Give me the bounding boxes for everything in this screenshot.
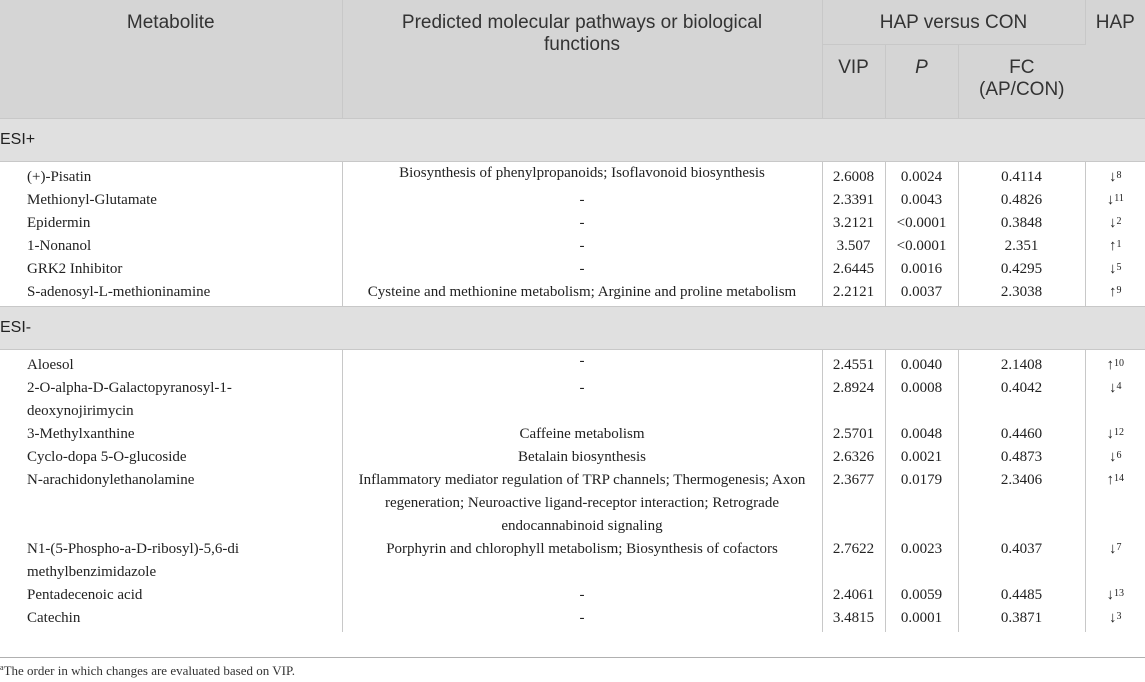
arrow-down-icon: ↓ [1109,379,1117,396]
pathway-cell: - [342,212,822,235]
header-vip: VIP [822,44,885,118]
header-p: P [885,44,958,118]
rank-superscript: 11 [1114,192,1124,204]
table-row [0,607,1145,632]
pathway-cell: - [342,377,822,423]
header-metabolite: Metabolite [0,0,342,118]
arrow-up-icon: ↑ [1106,356,1115,373]
metabolite-cell: 2-O-alpha-D-Galactopyranosyl-1-deoxynojirimycin [0,377,342,423]
pathway-cell: - [342,235,822,258]
arrow-down-icon: ↓ [1106,425,1115,442]
hap-cell [1085,235,1145,258]
table-header [0,0,1145,118]
fc-cell: 2.351 [958,235,1085,258]
header-fc: FC (AP/CON) [958,44,1085,118]
p-value-cell: 0.0043 [885,189,958,212]
vip-cell: 2.5701 [822,423,885,446]
metabolite-cell: N1-(5-Phospho-a-D-ribosyl)-5,6-di methylbenzimidazole [0,538,342,584]
table-bottom-rule [0,657,1145,658]
hap-cell [1085,584,1145,607]
pathway-cell: Inflammatory mediator regulation of TRP channels; Thermogenesis; Axon regeneration; Neuroactive ligand-receptor interaction; Retrograde endocannabinoid signaling [342,469,822,538]
pathway-cell: Betalain biosynthesis [342,446,822,469]
footnote-mark: a [0,663,4,672]
metabolite-cell: 1-Nonanol [0,235,342,258]
table-body [0,118,1145,632]
p-value-cell: 0.0048 [885,423,958,446]
p-value-cell: 0.0024 [885,161,958,189]
fc-cell: 0.4460 [958,423,1085,446]
section-label: ESI+ [0,118,1145,161]
rank-superscript: 3 [1116,610,1122,622]
vip-cell: 2.6326 [822,446,885,469]
hap-cell [1085,189,1145,212]
table-row [0,446,1145,469]
rank-superscript: 7 [1116,541,1122,553]
arrow-down-icon: ↓ [1109,448,1117,465]
header-hap-versus-con: HAP versus CON [822,0,1085,44]
table-row [0,584,1145,607]
hap-cell [1085,281,1145,307]
vip-cell: 3.4815 [822,607,885,632]
arrow-up-icon: ↑ [1109,237,1117,254]
p-value-cell: <0.0001 [885,235,958,258]
rank-superscript: 10 [1114,357,1125,369]
metabolite-cell: 3-Methylxanthine [0,423,342,446]
p-value-cell: 0.0037 [885,281,958,307]
hap-cell [1085,377,1145,423]
fc-cell: 2.3406 [958,469,1085,538]
rank-superscript: 12 [1114,426,1125,438]
footnote [0,663,295,679]
p-value-cell: 0.0040 [885,349,958,377]
pathway-cell: - [342,258,822,281]
fc-cell: 0.4114 [958,161,1085,189]
section-label: ESI- [0,306,1145,349]
arrow-up-icon: ↑ [1106,471,1115,488]
header-hap: HAP [1085,0,1145,118]
table-row [0,281,1145,307]
section-row [0,118,1145,161]
metabolite-cell: Methionyl-Glutamate [0,189,342,212]
fc-cell: 2.1408 [958,349,1085,377]
pathway-cell: Cysteine and methionine metabolism; Arginine and proline metabolism [342,281,822,307]
vip-cell: 2.3391 [822,189,885,212]
table-row [0,423,1145,446]
header-pathways: Predicted molecular pathways or biological functions [342,0,822,118]
table-row [0,377,1145,423]
hap-cell [1085,258,1145,281]
p-value-cell: 0.0059 [885,584,958,607]
footnote-text: The order in which changes are evaluated based on VIP. [3,663,295,678]
arrow-down-icon: ↓ [1109,260,1117,277]
table-row [0,538,1145,584]
table-row [0,161,1145,189]
arrow-down-icon: ↓ [1106,191,1115,208]
vip-cell: 2.4551 [822,349,885,377]
arrow-up-icon: ↑ [1109,283,1117,300]
rank-superscript: 8 [1116,169,1122,181]
p-value-cell: 0.0016 [885,258,958,281]
hap-cell [1085,423,1145,446]
vip-cell: 3.2121 [822,212,885,235]
p-value-cell: 0.0001 [885,607,958,632]
vip-cell: 2.6008 [822,161,885,189]
pathway-cell: Biosynthesis of phenylpropanoids; Isoflavonoid biosynthesis [342,161,822,189]
rank-superscript: 13 [1114,587,1125,599]
vip-cell: 2.8924 [822,377,885,423]
hap-cell [1085,538,1145,584]
pathway-cell: Caffeine metabolism [342,423,822,446]
table-row [0,349,1145,377]
p-value-cell: <0.0001 [885,212,958,235]
metabolite-cell: N-arachidonylethanolamine [0,469,342,538]
fc-cell: 0.3848 [958,212,1085,235]
vip-cell: 2.4061 [822,584,885,607]
table-row [0,235,1145,258]
fc-cell: 0.4295 [958,258,1085,281]
rank-superscript: 6 [1116,449,1122,461]
hap-cell [1085,349,1145,377]
table-row [0,258,1145,281]
metabolite-cell: GRK2 Inhibitor [0,258,342,281]
vip-cell: 2.3677 [822,469,885,538]
rank-superscript: 4 [1116,380,1122,392]
vip-cell: 2.2121 [822,281,885,307]
table-row [0,212,1145,235]
p-value-cell: 0.0021 [885,446,958,469]
hap-cell [1085,161,1145,189]
metabolite-cell: Epidermin [0,212,342,235]
p-value-cell: 0.0008 [885,377,958,423]
rank-superscript: 2 [1116,215,1122,227]
metabolite-cell: (+)-Pisatin [0,161,342,189]
pathway-cell: Porphyrin and chlorophyll metabolism; Biosynthesis of cofactors [342,538,822,584]
vip-cell: 2.6445 [822,258,885,281]
p-value-cell: 0.0023 [885,538,958,584]
fc-cell: 2.3038 [958,281,1085,307]
arrow-down-icon: ↓ [1109,540,1117,557]
section-row [0,306,1145,349]
fc-cell: 0.4873 [958,446,1085,469]
metabolite-cell: Aloesol [0,349,342,377]
pathway-cell: - [342,349,822,377]
pathway-cell: - [342,189,822,212]
arrow-down-icon: ↓ [1109,214,1117,231]
table-row [0,189,1145,212]
vip-cell: 2.7622 [822,538,885,584]
p-value-cell: 0.0179 [885,469,958,538]
fc-cell: 0.3871 [958,607,1085,632]
rank-superscript: 1 [1116,238,1122,250]
arrow-down-icon: ↓ [1109,168,1117,185]
rank-superscript: 14 [1114,472,1125,484]
pathway-cell: - [342,607,822,632]
hap-cell [1085,607,1145,632]
table-row [0,469,1145,538]
arrow-down-icon: ↓ [1106,586,1115,603]
fc-cell: 0.4037 [958,538,1085,584]
metabolite-cell: S-adenosyl-L-methioninamine [0,281,342,307]
rank-superscript: 9 [1116,284,1122,296]
hap-cell [1085,469,1145,538]
metabolite-cell: Pentadecenoic acid [0,584,342,607]
metabolite-cell: Cyclo-dopa 5-O-glucoside [0,446,342,469]
hap-cell [1085,212,1145,235]
arrow-down-icon: ↓ [1109,609,1117,626]
fc-cell: 0.4042 [958,377,1085,423]
hap-cell [1085,446,1145,469]
vip-cell: 3.507 [822,235,885,258]
fc-cell: 0.4826 [958,189,1085,212]
fc-cell: 0.4485 [958,584,1085,607]
pathway-cell: - [342,584,822,607]
rank-superscript: 5 [1116,261,1122,273]
metabolite-cell: Catechin [0,607,342,632]
